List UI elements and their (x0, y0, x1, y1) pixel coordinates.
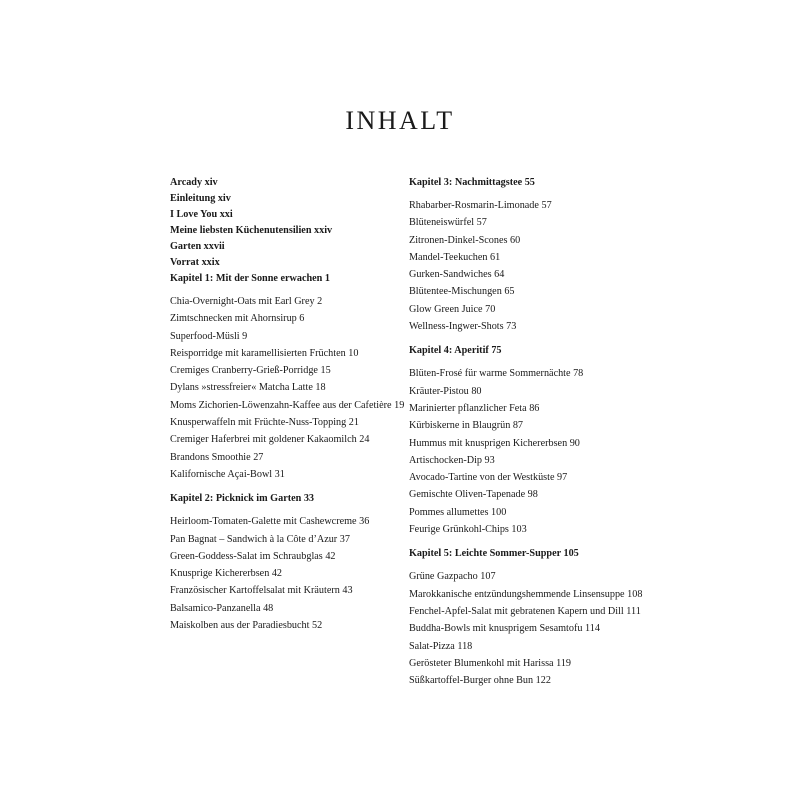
chapter-title[interactable]: Kapitel 5: Leichte Sommer-Supper 105 (409, 548, 579, 560)
toc-entry[interactable]: Fenchel-Apfel-Salat mit gebratenen Kapern und Dill 111 (409, 605, 641, 617)
chapter-1 (170, 271, 405, 483)
toc-entry[interactable]: Cremiges Cranberry-Grieß-Porridge 15 (170, 365, 331, 377)
toc-entry[interactable]: Glow Green Juice 70 (409, 303, 496, 315)
toc-entry[interactable]: Hummus mit knusprigen Kichererbsen 90 (409, 437, 580, 449)
toc-entry[interactable]: Salat-Pizza 118 (409, 640, 473, 652)
toc-left-column (170, 175, 405, 634)
toc-entry[interactable]: Brandons Smoothie 27 (170, 451, 264, 463)
toc-entry[interactable]: Blüten-Frosé für warme Sommernächte 78 (409, 368, 584, 380)
toc-entry[interactable]: Grüne Gazpacho 107 (409, 571, 496, 583)
chapter-4 (409, 343, 659, 538)
toc-entry[interactable]: Avocado-Tartine von der Westküste 97 (409, 472, 568, 484)
toc-entry[interactable]: Zitronen-Dinkel-Scones 60 (409, 234, 521, 246)
toc-entry[interactable]: Süßkartoffel-Burger ohne Bun 122 (409, 675, 551, 687)
toc-entry[interactable]: Chia-Overnight-Oats mit Earl Grey 2 (170, 296, 323, 307)
toc-entry[interactable]: Artischocken-Dip 93 (409, 454, 495, 466)
toc-entry[interactable]: Green-Goddess-Salat im Schraubglas 42 (170, 550, 336, 562)
toc-entry[interactable]: Blütentee-Mischungen 65 (409, 286, 515, 298)
toc-entry[interactable]: Pommes allumettes 100 (409, 506, 507, 518)
toc-right-column (409, 175, 659, 689)
toc-entry[interactable]: Einleitung xiv (170, 193, 231, 204)
toc-entry[interactable]: Zimtschnecken mit Ahornsirup 6 (170, 313, 305, 325)
toc-entry[interactable]: Gurken-Sandwiches 64 (409, 269, 505, 281)
toc-entry[interactable]: Knusprige Kichererbsen 42 (170, 568, 283, 580)
toc-entry[interactable]: Maiskolben aus der Paradiesbucht 52 (170, 620, 323, 632)
chapter-title[interactable]: Kapitel 2: Picknick im Garten 33 (170, 493, 315, 505)
toc-entry[interactable]: Arcady xiv (170, 177, 218, 188)
chapter-items (170, 513, 400, 634)
toc-entry[interactable]: Marokkanische entzündungshemmende Linsensuppe 108 (409, 588, 643, 600)
chapter-3 (409, 175, 659, 335)
toc-entry[interactable]: Balsamico-Panzanella 48 (170, 602, 274, 614)
front-matter-list (170, 175, 400, 271)
toc-entry[interactable]: Kalifornische Açai-Bowl 31 (170, 468, 285, 480)
toc-entry[interactable]: Mandel-Teekuchen 61 (409, 251, 501, 263)
chapter-items (409, 197, 659, 335)
toc-entry[interactable]: Pan Bagnat – Sandwich à la Côte d’Azur 37 (170, 533, 350, 545)
chapter-2 (170, 491, 400, 634)
toc-entry[interactable]: Reisporridge mit karamellisierten Früchten 10 (170, 347, 359, 359)
toc-entry[interactable]: Marinierter pflanzlicher Feta 86 (409, 402, 540, 414)
toc-entry[interactable]: Gerösteter Blumenkohl mit Harissa 119 (409, 657, 572, 669)
chapter-items (409, 568, 659, 689)
toc-entry[interactable]: Superfood-Müsli 9 (170, 330, 248, 342)
chapter-title[interactable]: Kapitel 1: Mit der Sonne erwachen 1 (170, 273, 330, 284)
toc-entry[interactable]: Meine liebsten Küchenutensilien xxiv (170, 225, 333, 236)
toc-entry[interactable]: Vorrat xxix (170, 257, 220, 268)
toc-entry[interactable]: Feurige Grünkohl-Chips 103 (409, 524, 527, 536)
toc-entry[interactable]: Wellness-Ingwer-Shots 73 (409, 321, 517, 333)
toc-entry[interactable]: Heirloom-Tomaten-Galette mit Cashewcreme 36 (170, 516, 370, 528)
toc-entry[interactable]: Dylans »stressfreier« Matcha Latte 18 (170, 382, 326, 394)
chapter-5 (409, 546, 659, 689)
toc-entry[interactable]: Moms Zichorien-Löwenzahn-Kaffee aus der Cafetière 19 (170, 399, 405, 411)
toc-entry[interactable]: I Love You xxi (170, 209, 233, 220)
toc-entry[interactable]: Kräuter-Pistou 80 (409, 385, 482, 397)
page-title: INHALT (345, 106, 455, 135)
toc-entry[interactable]: Gemischte Oliven-Tapenade 98 (409, 489, 538, 501)
toc-entry[interactable]: Französischer Kartoffelsalat mit Kräutern 43 (170, 585, 353, 597)
toc-entry[interactable]: Kürbiskerne in Blaugrün 87 (409, 420, 524, 432)
toc-entry[interactable]: Rhabarber-Rosmarin-Limonade 57 (409, 200, 552, 211)
chapter-items (170, 293, 405, 483)
toc-entry[interactable]: Knusperwaffeln mit Früchte-Nuss-Topping 21 (170, 417, 359, 429)
chapter-title[interactable]: Kapitel 4: Aperitif 75 (409, 345, 502, 357)
toc-entry[interactable]: Buddha-Bowls mit knusprigem Sesamtofu 114 (409, 623, 600, 635)
toc-entry[interactable]: Cremiger Haferbrei mit goldener Kakaomilch 24 (170, 434, 370, 446)
toc-entry[interactable]: Garten xxvii (170, 241, 225, 252)
chapter-title[interactable]: Kapitel 3: Nachmittagstee 55 (409, 177, 535, 188)
toc-entry[interactable]: Blüteneiswürfel 57 (409, 217, 487, 229)
chapter-items (409, 365, 659, 538)
